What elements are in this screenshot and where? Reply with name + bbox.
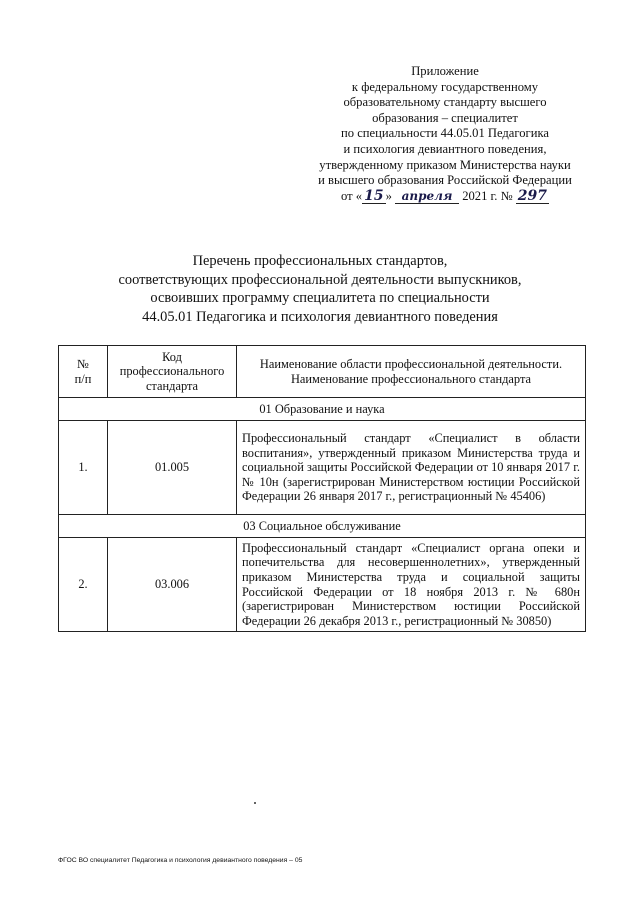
row-number: 1. bbox=[59, 421, 108, 515]
section-row bbox=[59, 515, 586, 538]
date-year: 2021 г. № bbox=[462, 188, 513, 203]
header-code-line: профессионального bbox=[119, 364, 225, 379]
table-row bbox=[59, 421, 586, 515]
table-row bbox=[59, 538, 586, 632]
section-title: 01 Образование и наука bbox=[59, 398, 586, 421]
scan-speck bbox=[254, 802, 256, 804]
header-number-line: № bbox=[77, 356, 89, 371]
header-number bbox=[59, 346, 108, 398]
handwritten-month: апреля bbox=[395, 190, 459, 204]
appendix-block bbox=[290, 64, 600, 204]
appendix-line: образования – специалитет bbox=[372, 110, 518, 125]
appendix-line: по специальности 44.05.01 Педагогика bbox=[341, 126, 549, 141]
appendix-line: образовательному стандарту высшего bbox=[343, 95, 547, 110]
title-line: соответствующих профессиональной деятельности выпускников, bbox=[118, 271, 522, 288]
row-description: Профессиональный стандарт «Специалист в области воспитания», утвержденный приказом Министерства труда и социальной защиты Российской Федерации от 10 января 2017 г. № 10н (зарегистрирован Министерством юстиции Российской Федерации 26 января 2017 г., регистрационный № 45406) bbox=[237, 421, 586, 515]
order-date-line bbox=[290, 189, 600, 205]
appendix-line: Приложение bbox=[411, 64, 479, 78]
appendix-line: к федеральному государственному bbox=[351, 79, 539, 94]
section-title: 03 Социальное обслуживание bbox=[59, 515, 586, 538]
date-prefix: от « bbox=[341, 188, 363, 203]
row-code: 01.005 bbox=[108, 421, 237, 515]
row-description: Профессиональный стандарт «Специалист органа опеки и попечительства для несовершеннолетних», утвержденный приказом Министерства труда и социальной защиты Российской Федерации от 18 ноября 2013 г. № 680н (зарегистрирован Министерством юстиции Российской Федерации 26 декабря 2013 г., регистрационный № 30850) bbox=[237, 538, 586, 632]
appendix-line: утвержденному приказом Министерства науки bbox=[319, 157, 571, 172]
title-line: 44.05.01 Педагогика и психология девиантного поведения bbox=[142, 308, 498, 325]
page-footer: ФГОС ВО специалитет Педагогика и психология девиантного поведения – 05 bbox=[58, 857, 303, 864]
header-code-line: стандарта bbox=[145, 378, 199, 393]
handwritten-order-number: 297 bbox=[517, 187, 547, 204]
title-line: Перечень профессиональных стандартов, bbox=[192, 253, 448, 269]
header-code-line: Код bbox=[162, 349, 182, 364]
standards-table bbox=[58, 345, 586, 632]
appendix-line: и высшего образования Российской Федерации bbox=[318, 173, 572, 188]
header-code bbox=[108, 346, 237, 398]
header-name-line: Наименование области профессиональной деятельности. bbox=[259, 356, 563, 371]
document-title bbox=[40, 252, 600, 326]
section-row bbox=[59, 398, 586, 421]
row-code: 03.006 bbox=[108, 538, 237, 632]
appendix-line: и психология девиантного поведения, bbox=[343, 141, 547, 156]
title-line: освоивших программу специалитета по специальности bbox=[150, 290, 490, 307]
row-number: 2. bbox=[59, 538, 108, 632]
handwritten-day: 15 bbox=[364, 187, 384, 204]
table-header-row bbox=[59, 346, 586, 398]
header-name bbox=[237, 346, 586, 398]
header-number-line: п/п bbox=[74, 371, 92, 386]
date-quote-close: » bbox=[385, 188, 392, 203]
header-name-line: Наименование профессионального стандарта bbox=[290, 371, 532, 386]
